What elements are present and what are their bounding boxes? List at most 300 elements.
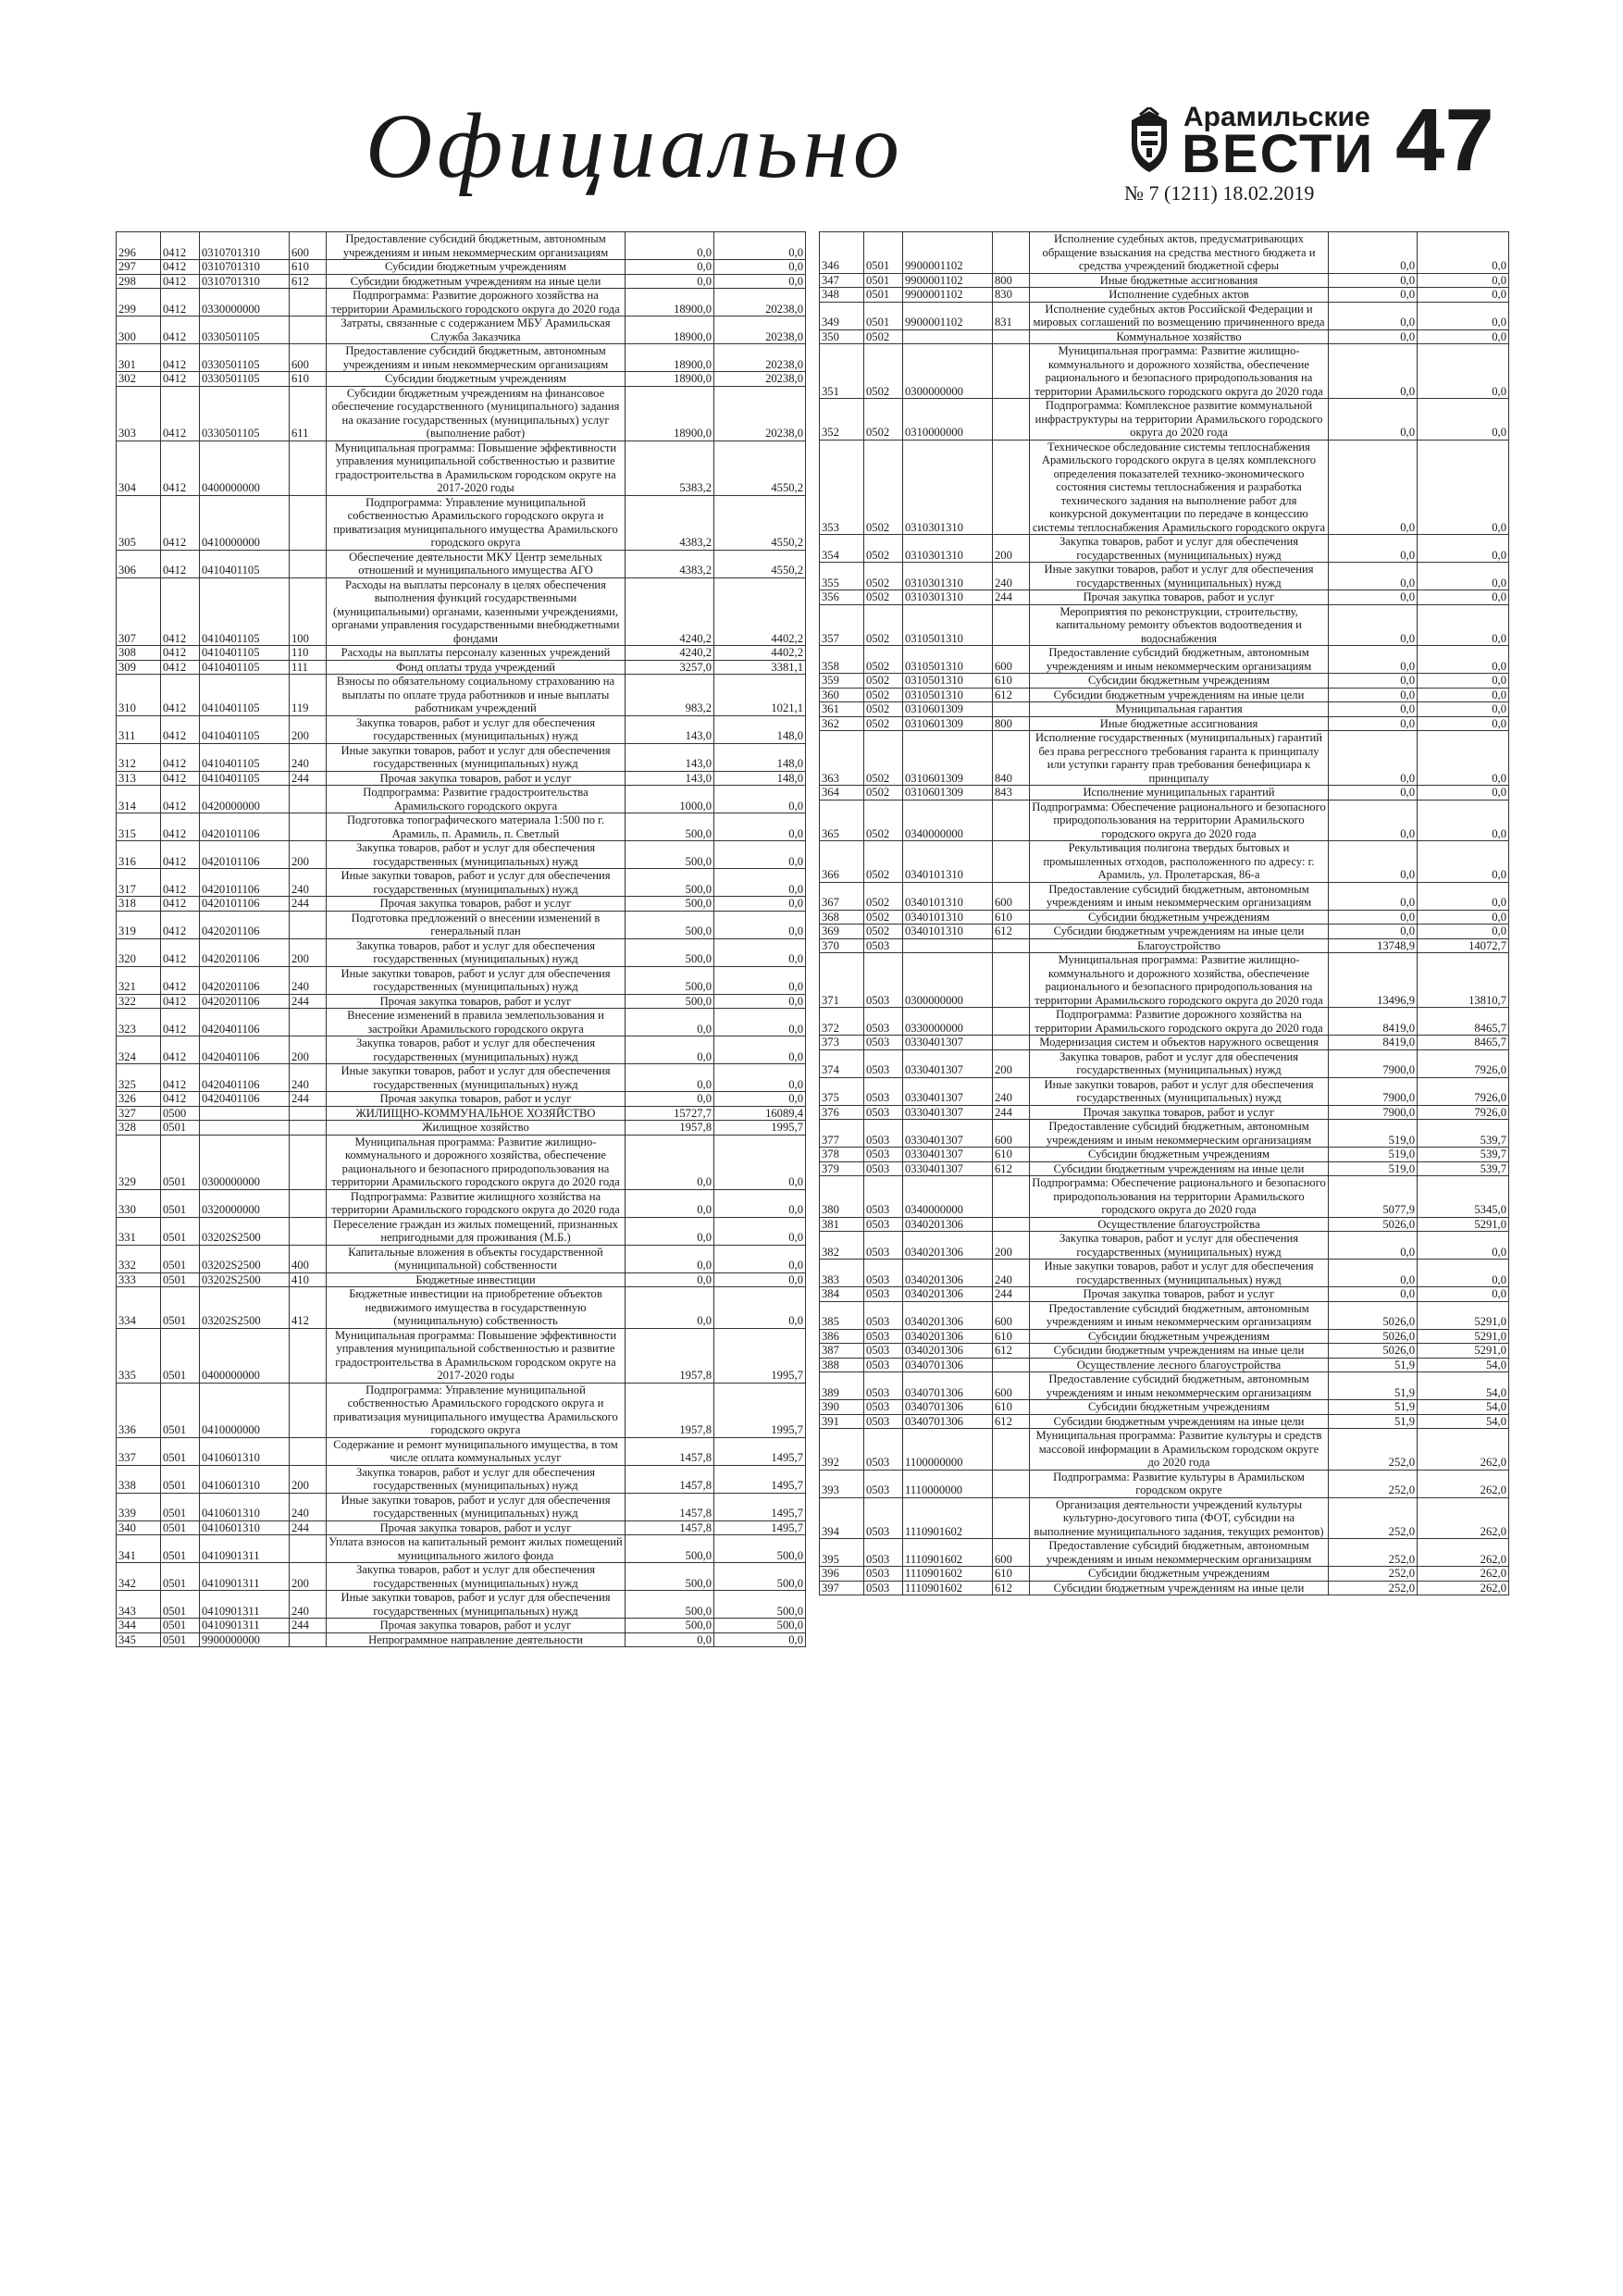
amount-2020-cell: 13496,9	[1329, 953, 1418, 1008]
expense-type-code-cell: 240	[993, 1077, 1030, 1105]
table-row	[820, 1287, 1509, 1302]
description-cell: Прочая закупка товаров, работ и услуг	[1030, 1105, 1329, 1120]
amount-2021-cell: 539,7	[1418, 1120, 1509, 1148]
section-code-cell: 0503	[864, 1217, 903, 1232]
table-row	[117, 938, 806, 966]
target-article-code-cell: 0340701306	[903, 1414, 993, 1429]
row-number-cell: 387	[820, 1344, 864, 1359]
expense-type-code-cell: 830	[993, 288, 1030, 303]
table-row	[820, 1301, 1509, 1329]
row-number-cell: 376	[820, 1105, 864, 1120]
section-code-cell: 0501	[864, 288, 903, 303]
amount-2020-cell: 0,0	[626, 1245, 714, 1272]
table-row	[117, 743, 806, 771]
row-number-cell: 396	[820, 1567, 864, 1582]
description-cell: Закупка товаров, работ и услуг для обеспечения государственных (муниципальных) нужд	[327, 1563, 626, 1591]
row-number-cell: 393	[820, 1470, 864, 1497]
section-code-cell: 0501	[864, 302, 903, 329]
expense-type-code-cell: 200	[290, 715, 327, 743]
target-article-code-cell: 0420000000	[200, 786, 290, 813]
description-cell: Предоставление субсидий бюджетным, автономным учреждениям и иным некоммерческим организациям	[1030, 1539, 1329, 1567]
amount-2021-cell: 0,0	[1418, 786, 1509, 800]
amount-2020-cell: 500,0	[626, 841, 714, 869]
amount-2021-cell: 0,0	[1418, 702, 1509, 717]
table-row	[117, 1383, 806, 1437]
description-cell: Иные закупки товаров, работ и услуг для обеспечения государственных (муниципальных) нужд	[1030, 563, 1329, 590]
table-row	[117, 646, 806, 661]
target-article-code-cell: 0410601310	[200, 1465, 290, 1493]
row-number-cell: 374	[820, 1049, 864, 1077]
section-code-cell: 0412	[161, 1036, 200, 1064]
table-row	[820, 1400, 1509, 1415]
description-cell: Подпрограмма: Развитие жилищного хозяйства на территории Арамильского городского округа до 2020 года	[327, 1189, 626, 1217]
table-row	[117, 1064, 806, 1092]
table-row	[117, 1563, 806, 1591]
row-number-cell: 354	[820, 535, 864, 563]
amount-2021-cell: 0,0	[1418, 841, 1509, 883]
row-number-cell: 300	[117, 316, 161, 344]
target-article-code-cell: 0410901311	[200, 1563, 290, 1591]
amount-2021-cell: 0,0	[1418, 302, 1509, 329]
table-row	[117, 911, 806, 938]
amount-2021-cell: 0,0	[1418, 1260, 1509, 1287]
amount-2021-cell: 4550,2	[714, 441, 806, 495]
amount-2020-cell: 3257,0	[626, 660, 714, 675]
table-row	[117, 1520, 806, 1535]
row-number-cell: 298	[117, 274, 161, 289]
amount-2020-cell: 0,0	[1329, 288, 1418, 303]
target-article-code-cell: 0340201306	[903, 1260, 993, 1287]
target-article-code-cell: 0310301310	[903, 440, 993, 535]
section-code-cell: 0412	[161, 441, 200, 495]
description-cell: Иные закупки товаров, работ и услуг для обеспечения государственных (муниципальных) нужд	[1030, 1260, 1329, 1287]
expense-type-code-cell: 244	[993, 1287, 1030, 1302]
table-row	[117, 786, 806, 813]
target-article-code-cell: 0340201306	[903, 1217, 993, 1232]
amount-2020-cell: 519,0	[1329, 1148, 1418, 1162]
amount-2021-cell: 7926,0	[1418, 1049, 1509, 1077]
target-article-code-cell	[903, 938, 993, 953]
table-row	[117, 274, 806, 289]
amount-2020-cell: 1457,8	[626, 1465, 714, 1493]
amount-2021-cell: 1495,7	[714, 1520, 806, 1535]
table-row	[117, 1632, 806, 1647]
expense-type-code-cell	[993, 1217, 1030, 1232]
issue-info: № 7 (1211) 18.02.2019	[1124, 181, 1315, 205]
target-article-code-cell: 0420401106	[200, 1092, 290, 1107]
amount-2020-cell: 1000,0	[626, 786, 714, 813]
expense-type-code-cell	[993, 604, 1030, 646]
section-code-cell: 0502	[864, 731, 903, 786]
row-number-cell: 297	[117, 260, 161, 275]
amount-2020-cell: 5026,0	[1329, 1344, 1418, 1359]
row-number-cell: 392	[820, 1429, 864, 1471]
table-row	[820, 1049, 1509, 1077]
section-code-cell: 0501	[161, 1245, 200, 1272]
amount-2020-cell: 0,0	[1329, 841, 1418, 883]
amount-2021-cell: 539,7	[1418, 1161, 1509, 1176]
amount-2020-cell: 4240,2	[626, 646, 714, 661]
expense-type-code-cell: 200	[993, 1232, 1030, 1260]
table-row	[117, 1092, 806, 1107]
section-code-cell: 0502	[864, 646, 903, 674]
target-article-code-cell: 0310601309	[903, 731, 993, 786]
amount-2020-cell: 0,0	[1329, 535, 1418, 563]
table-row	[820, 1429, 1509, 1471]
section-code-cell: 0412	[161, 897, 200, 912]
section-code-cell: 0502	[864, 329, 903, 344]
section-code-cell: 0501	[161, 1563, 200, 1591]
row-number-cell: 324	[117, 1036, 161, 1064]
row-number-cell: 315	[117, 813, 161, 841]
description-cell: Предоставление субсидий бюджетным, автономным учреждениям и иным некоммерческим организациям	[1030, 1301, 1329, 1329]
table-row	[820, 841, 1509, 883]
section-code-cell: 0502	[864, 590, 903, 605]
row-number-cell: 342	[117, 1563, 161, 1591]
target-article-code-cell: 0340101310	[903, 882, 993, 910]
table-row	[117, 550, 806, 577]
amount-2021-cell: 5291,0	[1418, 1344, 1509, 1359]
section-code-cell: 0503	[864, 1120, 903, 1148]
target-article-code-cell: 0410401105	[200, 743, 290, 771]
description-cell: Модернизация систем и объектов наружного освещения	[1030, 1036, 1329, 1050]
expense-type-code-cell: 200	[993, 535, 1030, 563]
row-number-cell: 311	[117, 715, 161, 743]
expense-type-code-cell: 244	[290, 771, 327, 786]
table-row	[117, 771, 806, 786]
expense-type-code-cell: 610	[290, 372, 327, 387]
target-article-code-cell: 0420401106	[200, 1009, 290, 1036]
amount-2021-cell: 20238,0	[714, 386, 806, 441]
description-cell: Фонд оплаты труда учреждений	[327, 660, 626, 675]
amount-2021-cell: 7926,0	[1418, 1077, 1509, 1105]
section-code-cell: 0412	[161, 495, 200, 550]
description-cell: Прочая закупка товаров, работ и услуг	[327, 1092, 626, 1107]
section-code-cell: 0501	[161, 1619, 200, 1633]
row-number-cell: 339	[117, 1493, 161, 1520]
row-number-cell: 335	[117, 1328, 161, 1383]
description-cell: Исполнение судебных актов	[1030, 288, 1329, 303]
description-cell: Внесение изменений в правила землепользования и застройки Арамильского городского округа	[327, 1009, 626, 1036]
description-cell: Субсидии бюджетным учреждениям	[1030, 1567, 1329, 1582]
amount-2020-cell: 0,0	[626, 1135, 714, 1189]
amount-2021-cell: 0,0	[1418, 925, 1509, 939]
target-article-code-cell: 03202S2500	[200, 1287, 290, 1329]
amount-2020-cell: 143,0	[626, 771, 714, 786]
row-number-cell: 316	[117, 841, 161, 869]
section-code-cell: 0412	[161, 1064, 200, 1092]
amount-2020-cell: 0,0	[1329, 1232, 1418, 1260]
description-cell: Расходы на выплаты персоналу казенных учреждений	[327, 646, 626, 661]
section-code-cell: 0412	[161, 1009, 200, 1036]
target-article-code-cell: 0420401106	[200, 1064, 290, 1092]
expense-type-code-cell: 831	[993, 302, 1030, 329]
target-article-code-cell: 03202S2500	[200, 1245, 290, 1272]
expense-type-code-cell: 412	[290, 1287, 327, 1329]
amount-2020-cell: 0,0	[1329, 329, 1418, 344]
expense-type-code-cell: 600	[993, 1301, 1030, 1329]
table-row	[820, 440, 1509, 535]
table-row	[820, 1329, 1509, 1344]
table-row	[117, 386, 806, 441]
description-cell: Обеспечение деятельности МКУ Центр земельных отношений и муниципального имущества АГО	[327, 550, 626, 577]
expense-type-code-cell: 600	[993, 882, 1030, 910]
amount-2021-cell: 500,0	[714, 1591, 806, 1619]
description-cell: Подпрограмма: Управление муниципальной собственностью Арамильского городского округа и приватизация муниципального имущества Арамильского городского округа	[327, 1383, 626, 1437]
section-code-cell: 0503	[864, 1287, 903, 1302]
description-cell: Прочая закупка товаров, работ и услуг	[1030, 590, 1329, 605]
target-article-code-cell: 1110901602	[903, 1567, 993, 1582]
section-code-cell: 0412	[161, 813, 200, 841]
description-cell: Прочая закупка товаров, работ и услуг	[327, 994, 626, 1009]
section-code-cell: 0503	[864, 1414, 903, 1429]
target-article-code-cell: 1110901602	[903, 1581, 993, 1595]
amount-2020-cell: 500,0	[626, 966, 714, 994]
table-row	[820, 288, 1509, 303]
target-article-code-cell: 0410901311	[200, 1591, 290, 1619]
amount-2020-cell: 252,0	[1329, 1567, 1418, 1582]
description-cell: Предоставление субсидий бюджетным, автономным учреждениям и иным некоммерческим организациям	[327, 232, 626, 260]
amount-2020-cell: 4383,2	[626, 495, 714, 550]
amount-2020-cell: 0,0	[1329, 731, 1418, 786]
amount-2020-cell: 8419,0	[1329, 1036, 1418, 1050]
expense-type-code-cell	[290, 1217, 327, 1245]
table-row	[820, 1232, 1509, 1260]
table-row	[117, 813, 806, 841]
amount-2021-cell: 1021,1	[714, 675, 806, 716]
amount-2021-cell: 0,0	[714, 1064, 806, 1092]
table-row	[820, 1372, 1509, 1400]
target-article-code-cell: 0310501310	[903, 604, 993, 646]
section-code-cell: 0502	[864, 925, 903, 939]
amount-2021-cell: 0,0	[1418, 882, 1509, 910]
table-row	[820, 688, 1509, 702]
expense-type-code-cell	[290, 813, 327, 841]
amount-2020-cell: 0,0	[1329, 800, 1418, 841]
table-row	[117, 1272, 806, 1287]
amount-2020-cell: 5383,2	[626, 441, 714, 495]
section-code-cell: 0412	[161, 260, 200, 275]
table-row	[820, 535, 1509, 563]
amount-2021-cell: 4402,2	[714, 646, 806, 661]
target-article-code-cell: 0310501310	[903, 646, 993, 674]
row-number-cell: 326	[117, 1092, 161, 1107]
row-number-cell: 378	[820, 1148, 864, 1162]
description-cell: Субсидии бюджетным учреждениям на финансовое обеспечение государственного (муниципального) задания на оказание государственных (муниципальных) услуг (выполнение работ)	[327, 386, 626, 441]
table-row	[820, 1581, 1509, 1595]
amount-2021-cell: 500,0	[714, 1535, 806, 1563]
amount-2021-cell: 3381,1	[714, 660, 806, 675]
description-cell: Субсидии бюджетным учреждениям на иные цели	[1030, 1581, 1329, 1595]
amount-2020-cell: 0,0	[1329, 302, 1418, 329]
amount-2021-cell: 262,0	[1418, 1539, 1509, 1567]
row-number-cell: 363	[820, 731, 864, 786]
amount-2020-cell: 0,0	[626, 1632, 714, 1647]
target-article-code-cell: 0310701310	[200, 274, 290, 289]
row-number-cell: 361	[820, 702, 864, 717]
row-number-cell: 373	[820, 1036, 864, 1050]
description-cell: Предоставление субсидий бюджетным, автономным учреждениям и иным некоммерческим организациям	[327, 344, 626, 372]
expense-type-code-cell: 244	[290, 1619, 327, 1633]
amount-2020-cell: 1957,8	[626, 1383, 714, 1437]
amount-2020-cell: 983,2	[626, 675, 714, 716]
budget-table-left-column	[116, 231, 805, 1647]
target-article-code-cell	[200, 1121, 290, 1136]
expense-type-code-cell	[290, 1383, 327, 1437]
section-code-cell: 0501	[864, 232, 903, 274]
amount-2021-cell: 5291,0	[1418, 1217, 1509, 1232]
amount-2021-cell: 539,7	[1418, 1148, 1509, 1162]
section-code-cell: 0503	[864, 1581, 903, 1595]
table-row	[820, 590, 1509, 605]
target-article-code-cell: 0340101310	[903, 925, 993, 939]
section-code-cell: 0412	[161, 372, 200, 387]
table-row	[820, 329, 1509, 344]
amount-2021-cell: 0,0	[714, 1135, 806, 1189]
amount-2021-cell: 8465,7	[1418, 1036, 1509, 1050]
description-cell: Содержание и ремонт муниципального имущества, в том числе оплата коммунальных услуг	[327, 1437, 626, 1465]
target-article-code-cell: 0340201306	[903, 1287, 993, 1302]
amount-2020-cell: 500,0	[626, 994, 714, 1009]
table-row	[117, 1135, 806, 1189]
target-article-code-cell: 0400000000	[200, 1328, 290, 1383]
amount-2020-cell: 500,0	[626, 911, 714, 938]
target-article-code-cell: 1110000000	[903, 1470, 993, 1497]
amount-2020-cell: 0,0	[626, 1287, 714, 1329]
amount-2020-cell: 0,0	[626, 274, 714, 289]
section-code-cell: 0502	[864, 910, 903, 925]
table-row	[820, 1260, 1509, 1287]
amount-2021-cell: 1495,7	[714, 1437, 806, 1465]
amount-2021-cell: 0,0	[714, 1287, 806, 1329]
amount-2020-cell: 0,0	[626, 1217, 714, 1245]
section-code-cell: 0503	[864, 1470, 903, 1497]
row-number-cell: 375	[820, 1077, 864, 1105]
expense-type-code-cell	[993, 1470, 1030, 1497]
section-code-cell: 0501	[161, 1520, 200, 1535]
amount-2021-cell: 262,0	[1418, 1497, 1509, 1539]
table-row	[117, 1437, 806, 1465]
section-code-cell: 0412	[161, 646, 200, 661]
expense-type-code-cell: 612	[993, 1581, 1030, 1595]
expense-type-code-cell	[290, 1535, 327, 1563]
table-row	[117, 495, 806, 550]
amount-2021-cell: 0,0	[714, 938, 806, 966]
description-cell: Подпрограмма: Развитие культуры в Арамильском городском округе	[1030, 1470, 1329, 1497]
row-number-cell: 344	[117, 1619, 161, 1633]
amount-2020-cell: 0,0	[626, 1009, 714, 1036]
expense-type-code-cell	[993, 399, 1030, 441]
target-article-code-cell: 0410401105	[200, 646, 290, 661]
description-cell: Непрограммное направление деятельности	[327, 1632, 626, 1647]
section-code-cell: 0412	[161, 577, 200, 646]
section-code-cell: 0501	[161, 1632, 200, 1647]
expense-type-code-cell: 600	[993, 1539, 1030, 1567]
amount-2021-cell: 0,0	[1418, 329, 1509, 344]
amount-2021-cell: 0,0	[1418, 440, 1509, 535]
expense-type-code-cell	[290, 786, 327, 813]
section-code-cell: 0502	[864, 716, 903, 731]
target-article-code-cell: 0330401307	[903, 1120, 993, 1148]
page-number: 47	[1395, 91, 1494, 190]
section-code-cell: 0503	[864, 1105, 903, 1120]
description-cell: Муниципальная гарантия	[1030, 702, 1329, 717]
description-cell: Организация деятельности учреждений культуры культурно-досугового типа (ФОТ, субсидии на выполнение муниципального задания, текущих ремонтов)	[1030, 1497, 1329, 1539]
description-cell: Иные бюджетные ассигнования	[1030, 273, 1329, 288]
table-row	[117, 1591, 806, 1619]
amount-2020-cell: 5077,9	[1329, 1176, 1418, 1218]
description-cell: Муниципальная программа: Развитие жилищно-коммунального и дорожного хозяйства, обеспечение рационального и безопасного природопользования на территории Арамильского городского округа до 2020 года	[327, 1135, 626, 1189]
target-article-code-cell: 9900001102	[903, 273, 993, 288]
description-cell: Иные закупки товаров, работ и услуг для обеспечения государственных (муниципальных) нужд	[327, 966, 626, 994]
row-number-cell: 325	[117, 1064, 161, 1092]
expense-type-code-cell	[993, 1497, 1030, 1539]
amount-2021-cell: 0,0	[1418, 731, 1509, 786]
amount-2021-cell: 148,0	[714, 715, 806, 743]
row-number-cell: 391	[820, 1414, 864, 1429]
amount-2020-cell: 0,0	[1329, 1260, 1418, 1287]
row-number-cell: 319	[117, 911, 161, 938]
table-row	[820, 910, 1509, 925]
description-cell: Иные закупки товаров, работ и услуг для обеспечения государственных (муниципальных) нужд	[1030, 1077, 1329, 1105]
description-cell: Техническое обследование системы теплоснабжения Арамильского городского округа в целях комплексного определения показателей технико-экономического состояния системы теплоснабжения и разработка технического задания на выполнение работ для конкурсной документации по передаче в концессию системы теплоснабжения Арамильского городского округа	[1030, 440, 1329, 535]
section-code-cell: 0503	[864, 953, 903, 1008]
row-number-cell: 328	[117, 1121, 161, 1136]
description-cell: Прочая закупка товаров, работ и услуг	[327, 1619, 626, 1633]
expense-type-code-cell: 119	[290, 675, 327, 716]
amount-2021-cell: 0,0	[1418, 646, 1509, 674]
amount-2020-cell: 7900,0	[1329, 1077, 1418, 1105]
section-title: Официально	[365, 94, 904, 197]
row-number-cell: 341	[117, 1535, 161, 1563]
table-row	[117, 1121, 806, 1136]
description-cell: Муниципальная программа: Повышение эффективности управления муниципальной собственностью и развитие градостроительства в Арамильском городском округе на 2017-2020 годы	[327, 1328, 626, 1383]
amount-2021-cell: 0,0	[714, 1272, 806, 1287]
amount-2020-cell: 8419,0	[1329, 1008, 1418, 1036]
description-cell: Субсидии бюджетным учреждениям	[1030, 674, 1329, 689]
amount-2021-cell: 13810,7	[1418, 953, 1509, 1008]
amount-2020-cell: 0,0	[1329, 910, 1418, 925]
row-number-cell: 345	[117, 1632, 161, 1647]
amount-2021-cell: 20238,0	[714, 372, 806, 387]
section-code-cell: 0501	[161, 1437, 200, 1465]
target-article-code-cell: 0410401105	[200, 771, 290, 786]
amount-2020-cell: 500,0	[626, 1591, 714, 1619]
budget-table	[116, 231, 806, 1647]
expense-type-code-cell: 244	[993, 1105, 1030, 1120]
target-article-code-cell	[200, 1106, 290, 1121]
expense-type-code-cell	[993, 1036, 1030, 1050]
table-row	[820, 1148, 1509, 1162]
amount-2020-cell: 7900,0	[1329, 1049, 1418, 1077]
section-code-cell: 0412	[161, 316, 200, 344]
description-cell: Осуществление благоустройства	[1030, 1217, 1329, 1232]
expense-type-code-cell: 610	[993, 1329, 1030, 1344]
target-article-code-cell: 0420101106	[200, 897, 290, 912]
target-article-code-cell: 0310301310	[903, 563, 993, 590]
section-code-cell: 0412	[161, 771, 200, 786]
target-article-code-cell: 9900001102	[903, 232, 993, 274]
target-article-code-cell: 0330401307	[903, 1148, 993, 1162]
target-article-code-cell: 0410601310	[200, 1437, 290, 1465]
section-code-cell: 0501	[161, 1121, 200, 1136]
expense-type-code-cell: 244	[993, 590, 1030, 605]
amount-2021-cell: 0,0	[714, 1009, 806, 1036]
table-row	[820, 1358, 1509, 1372]
table-row	[117, 660, 806, 675]
row-number-cell: 321	[117, 966, 161, 994]
amount-2020-cell: 18900,0	[626, 372, 714, 387]
